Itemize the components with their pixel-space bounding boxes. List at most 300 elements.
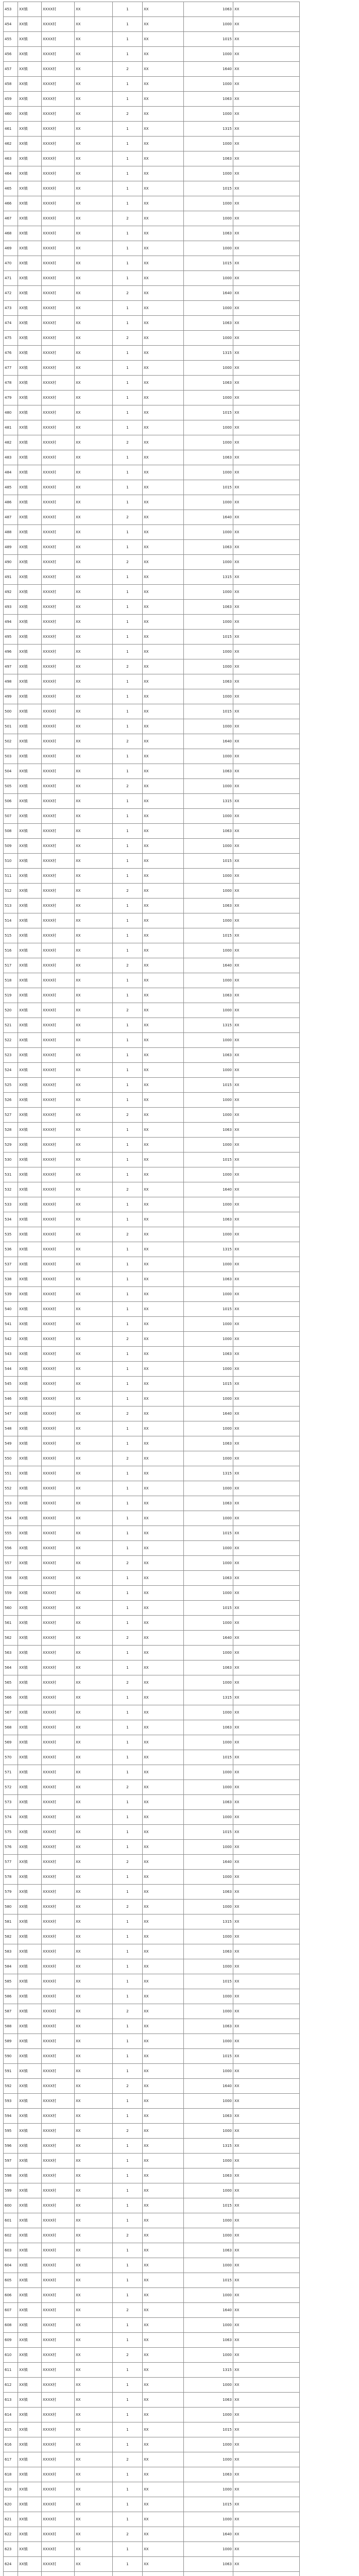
amount-cell: 1000 [184,749,233,764]
category-cell: XX [143,420,184,435]
table-row [4,376,300,391]
row-number: 613 [4,2393,18,2408]
note-cell: XX [233,570,300,585]
amount-cell: 1063 [184,151,233,166]
name-cell: XX [75,630,113,645]
village-cell: XXXX村 [42,62,75,77]
amount-cell: 1015 [184,630,233,645]
town-cell: XX镇 [18,1765,42,1780]
row-number: 618 [4,2467,18,2482]
amount-cell: 1000 [184,2437,233,2452]
name-cell: XX [75,1870,113,1885]
row-number: 495 [4,630,18,645]
village-cell: XXXX村 [42,2437,75,2452]
name-cell: XX [75,1197,113,1212]
category-cell: XX [143,1138,184,1153]
name-cell: XX [75,2183,113,2198]
category-cell: XX [143,1332,184,1347]
row-number: 508 [4,824,18,839]
note-cell: XX [233,510,300,525]
village-cell: XXXX村 [42,495,75,510]
name-cell: XX [75,331,113,346]
town-cell: XX镇 [18,1720,42,1735]
village-cell: XXXX村 [42,1750,75,1765]
note-cell: XX [233,1974,300,1989]
table-row [4,1018,300,1033]
row-number: 532 [4,1182,18,1197]
village-cell: XXXX村 [42,465,75,480]
category-cell: XX [143,2124,184,2139]
note-cell: XX [233,749,300,764]
town-cell: XX镇 [18,107,42,122]
row-number: 490 [4,555,18,570]
town-cell: XX镇 [18,241,42,256]
category-cell: XX [143,391,184,405]
town-cell: XX镇 [18,1496,42,1511]
table-row [4,839,300,854]
name-cell: XX [75,1033,113,1048]
category-cell: XX [143,2497,184,2512]
category-cell: XX [143,480,184,495]
row-number: 465 [4,181,18,196]
name-cell: XX [75,1885,113,1900]
town-cell: XX镇 [18,1257,42,1272]
row-number: 577 [4,1855,18,1870]
category-cell: XX [143,331,184,346]
town-cell: XX镇 [18,1690,42,1705]
count-cell: 1 [113,2363,143,2378]
name-cell: XX [75,689,113,704]
row-number: 543 [4,1347,18,1362]
amount-cell: 1315 [184,570,233,585]
note-cell: XX [233,316,300,331]
village-cell: XXXX村 [42,824,75,839]
note-cell: XX [233,62,300,77]
amount-cell: 1315 [184,1690,233,1705]
table-row [4,2572,300,2576]
row-number: 615 [4,2422,18,2437]
row-number: 520 [4,1003,18,1018]
row-number: 453 [4,2,18,17]
table-row [4,764,300,779]
note-cell: XX [233,1048,300,1063]
note-cell: XX [233,1332,300,1347]
row-number: 611 [4,2363,18,2378]
row-number: 541 [4,1317,18,1332]
table-row [4,47,300,62]
row-number: 488 [4,525,18,540]
count-cell: 1 [113,2094,143,2109]
town-cell: XX镇 [18,2437,42,2452]
name-cell: XX [75,1018,113,1033]
note-cell: XX [233,1840,300,1855]
amount-cell: 1000 [184,1257,233,1272]
row-number: 481 [4,420,18,435]
category-cell: XX [143,181,184,196]
count-cell: 1 [113,1302,143,1317]
town-cell: XX镇 [18,316,42,331]
note-cell: XX [233,2034,300,2049]
category-cell: XX [143,495,184,510]
note-cell: XX [233,1108,300,1123]
row-number: 514 [4,913,18,928]
amount-cell: 1015 [184,181,233,196]
town-cell: XX镇 [18,376,42,391]
note-cell: XX [233,540,300,555]
village-cell: XXXX村 [42,1227,75,1242]
village-cell: XXXX村 [42,1481,75,1496]
note-cell: XX [233,376,300,391]
village-cell: XXXX村 [42,1855,75,1870]
table-row [4,1377,300,1392]
note-cell: XX [233,2333,300,2348]
category-cell: XX [143,2,184,17]
table-row [4,1197,300,1212]
name-cell: XX [75,2378,113,2393]
name-cell: XX [75,2,113,17]
town-cell: XX镇 [18,570,42,585]
row-number: 561 [4,1616,18,1631]
table-row [4,540,300,555]
table-row [4,973,300,988]
category-cell: XX [143,2422,184,2437]
count-cell: 1 [113,630,143,645]
count-cell: 1 [113,615,143,630]
town-cell: XX镇 [18,1855,42,1870]
note-cell: XX [233,2049,300,2064]
category-cell: XX [143,1392,184,1406]
town-cell: XX镇 [18,2064,42,2079]
note-cell: XX [233,391,300,405]
town-cell: XX镇 [18,1123,42,1138]
name-cell: XX [75,226,113,241]
name-cell: XX [75,361,113,376]
name-cell: XX [75,1287,113,1302]
category-cell: XX [143,1914,184,1929]
count-cell: 1 [113,2288,143,2303]
village-cell: XXXX村 [42,32,75,47]
row-number: 533 [4,1197,18,1212]
category-cell: XX [143,1242,184,1257]
amount-cell: 1315 [184,1018,233,1033]
table-row [4,2228,300,2243]
note-cell: XX [233,2243,300,2258]
town-cell: XX镇 [18,1048,42,1063]
village-cell: XXXX村 [42,2318,75,2333]
count-cell: 2 [113,107,143,122]
count-cell: 1 [113,405,143,420]
table-row [4,1735,300,1750]
category-cell: XX [143,1257,184,1272]
name-cell: XX [75,1720,113,1735]
count-cell: 1 [113,1810,143,1825]
village-cell: XXXX村 [42,405,75,420]
row-number: 562 [4,1631,18,1646]
row-number: 467 [4,211,18,226]
count-cell: 1 [113,899,143,913]
table-row [4,1436,300,1451]
amount-cell: 1000 [184,137,233,151]
category-cell: XX [143,2198,184,2213]
town-cell: XX镇 [18,405,42,420]
category-cell: XX [143,2393,184,2408]
village-cell: XXXX村 [42,2273,75,2288]
count-cell: 1 [113,2139,143,2154]
category-cell: XX [143,809,184,824]
town-cell: XX镇 [18,839,42,854]
town-cell: XX镇 [18,1153,42,1167]
town-cell: XX镇 [18,585,42,600]
name-cell: XX [75,271,113,286]
name-cell: XX [75,420,113,435]
note-cell: XX [233,2139,300,2154]
count-cell: 1 [113,1123,143,1138]
amount-cell: 1000 [184,2378,233,2393]
count-cell: 1 [113,1989,143,2004]
row-number: 546 [4,1392,18,1406]
village-cell: XXXX村 [42,570,75,585]
category-cell: XX [143,1048,184,1063]
town-cell: XX镇 [18,659,42,674]
row-number: 624 [4,2557,18,2572]
name-cell: XX [75,2303,113,2318]
count-cell: 1 [113,689,143,704]
category-cell: XX [143,1347,184,1362]
amount-cell: 1000 [184,361,233,376]
table-row [4,1929,300,1944]
note-cell: XX [233,1601,300,1616]
category-cell: XX [143,2437,184,2452]
table-row [4,2019,300,2034]
village-cell: XXXX村 [42,2557,75,2572]
name-cell: XX [75,674,113,689]
table-row [4,480,300,495]
village-cell: XXXX村 [42,2064,75,2079]
note-cell: XX [233,1392,300,1406]
count-cell: 1 [113,1825,143,1840]
table-row [4,1780,300,1795]
category-cell: XX [143,1212,184,1227]
town-cell: XX镇 [18,2004,42,2019]
note-cell: XX [233,973,300,988]
category-cell: XX [143,1451,184,1466]
amount-cell: 1000 [184,913,233,928]
town-cell: XX镇 [18,1347,42,1362]
note-cell: XX [233,1123,300,1138]
village-cell: XXXX村 [42,540,75,555]
village-cell: XXXX村 [42,2183,75,2198]
town-cell: XX镇 [18,1033,42,1048]
name-cell: XX [75,779,113,794]
village-cell: XXXX村 [42,1660,75,1675]
row-number: 599 [4,2183,18,2198]
count-cell: 1 [113,869,143,884]
name-cell: XX [75,495,113,510]
note-cell: XX [233,47,300,62]
village-cell: XXXX村 [42,2467,75,2482]
town-cell: XX镇 [18,555,42,570]
amount-cell: 1000 [184,241,233,256]
note-cell: XX [233,2079,300,2094]
amount-cell: 1000 [184,2452,233,2467]
village-cell: XXXX村 [42,77,75,92]
name-cell: XX [75,1317,113,1332]
name-cell: XX [75,794,113,809]
note-cell: XX [233,1660,300,1675]
count-cell: 1 [113,2019,143,2034]
name-cell: XX [75,450,113,465]
count-cell: 2 [113,884,143,899]
name-cell: XX [75,1765,113,1780]
table-row [4,2064,300,2079]
category-cell: XX [143,1421,184,1436]
count-cell: 2 [113,1406,143,1421]
count-cell: 1 [113,181,143,196]
amount-cell: 1015 [184,928,233,943]
town-cell: XX镇 [18,196,42,211]
count-cell: 1 [113,2393,143,2408]
village-cell: XXXX村 [42,719,75,734]
table-row [4,1003,300,1018]
count-cell: 1 [113,2034,143,2049]
name-cell: XX [75,1675,113,1690]
note-cell: XX [233,2109,300,2124]
village-cell: XXXX村 [42,450,75,465]
amount-cell: 1000 [184,2154,233,2168]
table-row [4,525,300,540]
note-cell: XX [233,1287,300,1302]
town-cell: XX镇 [18,1929,42,1944]
name-cell: XX [75,2154,113,2168]
table-row [4,645,300,659]
row-number: 530 [4,1153,18,1167]
town-cell: XX镇 [18,600,42,615]
note-cell: XX [233,689,300,704]
table-row [4,1541,300,1556]
row-number: 466 [4,196,18,211]
name-cell: XX [75,346,113,361]
data-table [3,2,300,2576]
table-row [4,450,300,465]
table-row [4,2273,300,2288]
town-cell: XX镇 [18,630,42,645]
town-cell: XX镇 [18,1735,42,1750]
town-cell: XX镇 [18,1810,42,1825]
town-cell: XX镇 [18,1705,42,1720]
village-cell: XXXX村 [42,2482,75,2497]
row-number: 476 [4,346,18,361]
row-number: 612 [4,2378,18,2393]
name-cell: XX [75,1406,113,1421]
name-cell: XX [75,1063,113,1078]
amount-cell: 1000 [184,689,233,704]
town-cell: XX镇 [18,1675,42,1690]
category-cell: XX [143,2557,184,2572]
count-cell: 1 [113,2408,143,2422]
table-row [4,2,300,17]
town-cell: XX镇 [18,2393,42,2408]
count-cell: 2 [113,1675,143,1690]
town-cell: XX镇 [18,2497,42,2512]
count-cell: 2 [113,1855,143,1870]
town-cell: XX镇 [18,181,42,196]
table-row [4,2303,300,2318]
count-cell: 1 [113,32,143,47]
count-cell: 1 [113,1705,143,1720]
row-number: 608 [4,2318,18,2333]
count-cell: 2 [113,1003,143,1018]
note-cell: XX [233,525,300,540]
category-cell: XX [143,2527,184,2542]
category-cell: XX [143,376,184,391]
name-cell: XX [75,854,113,869]
amount-cell: 1000 [184,2318,233,2333]
town-cell: XX镇 [18,1421,42,1436]
note-cell: XX [233,181,300,196]
count-cell: 1 [113,1093,143,1108]
town-cell: XX镇 [18,137,42,151]
table-row [4,166,300,181]
name-cell: XX [75,405,113,420]
note-cell: XX [233,241,300,256]
village-cell: XXXX村 [42,704,75,719]
village-cell: XXXX村 [42,1436,75,1451]
amount-cell: 1000 [184,555,233,570]
town-cell: XX镇 [18,794,42,809]
category-cell: XX [143,1406,184,1421]
row-number: 621 [4,2512,18,2527]
town-cell: XX镇 [18,2348,42,2363]
amount-cell: 1000 [184,331,233,346]
name-cell: XX [75,256,113,271]
category-cell: XX [143,1735,184,1750]
note-cell: XX [233,1063,300,1078]
row-number: 502 [4,734,18,749]
town-cell: XX镇 [18,1989,42,2004]
amount-cell: 1015 [184,854,233,869]
count-cell: 1 [113,1586,143,1601]
amount-cell: 1000 [184,2288,233,2303]
village-cell: XXXX村 [42,764,75,779]
table-row [4,226,300,241]
town-cell: XX镇 [18,884,42,899]
table-row [4,1227,300,1242]
row-number: 477 [4,361,18,376]
name-cell: XX [75,1526,113,1541]
town-cell: XX镇 [18,2,42,17]
table-row [4,1272,300,1287]
category-cell: XX [143,2273,184,2288]
count-cell: 2 [113,734,143,749]
note-cell: XX [233,1406,300,1421]
row-number: 513 [4,899,18,913]
town-cell: XX镇 [18,2378,42,2393]
name-cell: XX [75,2273,113,2288]
count-cell: 1 [113,1541,143,1556]
village-cell: XXXX村 [42,92,75,107]
category-cell: XX [143,1795,184,1810]
count-cell: 1 [113,2437,143,2452]
table-row [4,719,300,734]
name-cell: XX [75,973,113,988]
note-cell: XX [233,645,300,659]
table-row [4,391,300,405]
row-number: 473 [4,301,18,316]
amount-cell: 1000 [184,2064,233,2079]
note-cell: XX [233,555,300,570]
count-cell: 2 [113,510,143,525]
village-cell: XXXX村 [42,2497,75,2512]
